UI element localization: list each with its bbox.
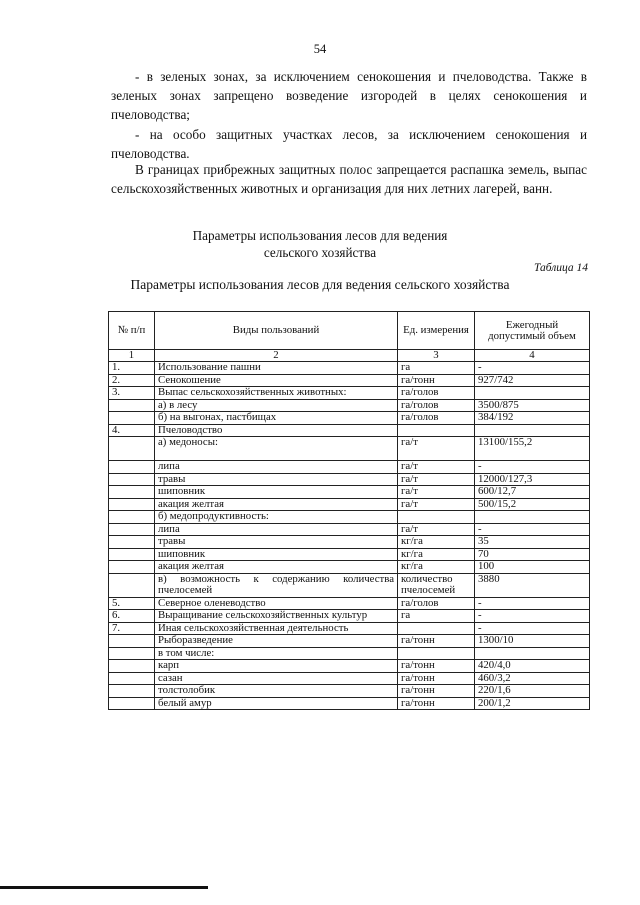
cell-use-type: Рыборазведение [155, 635, 398, 648]
cell-number [109, 437, 155, 461]
section-heading-line-2: сельского хозяйства [263, 245, 377, 260]
cell-unit: га/т [398, 523, 475, 536]
cell-use-type: акация желтая [155, 561, 398, 574]
cell-use-type: Пчеловодство [155, 424, 398, 437]
cell-number [109, 486, 155, 499]
cell-unit: га/голов [398, 412, 475, 425]
cell-volume: 420/4,0 [475, 660, 590, 673]
column-number-cell: 1 [109, 350, 155, 362]
cell-unit: га/тонн [398, 635, 475, 648]
cell-unit: га/т [398, 473, 475, 486]
cell-number [109, 548, 155, 561]
cell-unit [398, 622, 475, 635]
table-row [109, 660, 590, 673]
cell-number: 2. [109, 374, 155, 387]
cell-volume: 100 [475, 561, 590, 574]
parameters-table [108, 311, 590, 710]
cell-number [109, 647, 155, 660]
cell-use-type: Сенокошение [155, 374, 398, 387]
cell-number [109, 399, 155, 412]
header-unit: Ед. измерения [398, 312, 475, 350]
cell-number [109, 473, 155, 486]
cell-number: 7. [109, 622, 155, 635]
cell-number [109, 498, 155, 511]
cell-unit: га/т [398, 498, 475, 511]
cell-number [109, 672, 155, 685]
cell-number [109, 697, 155, 710]
cell-number [109, 461, 155, 474]
table-row [109, 622, 590, 635]
cell-number [109, 412, 155, 425]
cell-unit [398, 424, 475, 437]
cell-unit: количество пчелосемей [398, 573, 475, 597]
cell-volume: 3880 [475, 573, 590, 597]
cell-volume: 460/3,2 [475, 672, 590, 685]
table-row [109, 362, 590, 375]
table-row [109, 498, 590, 511]
cell-use-type: травы [155, 536, 398, 549]
cell-unit: га/тонн [398, 672, 475, 685]
cell-number [109, 561, 155, 574]
cell-number [109, 511, 155, 524]
cell-unit [398, 647, 475, 660]
cell-unit: га/т [398, 486, 475, 499]
header-annual-volume: Ежегодный допустимый объем [475, 312, 590, 350]
paragraph-riparian-zones: В границах прибрежных защитных полос запрещается распашка земель, выпас сельскохозяйственных животных и организация для них летних лагерей, ванн. [111, 162, 587, 196]
table-row [109, 412, 590, 425]
table-row [109, 561, 590, 574]
cell-number [109, 573, 155, 597]
page-number: 54 [313, 42, 327, 56]
cell-use-type: акация желтая [155, 498, 398, 511]
cell-use-type: липа [155, 461, 398, 474]
table-row [109, 523, 590, 536]
cell-number: 6. [109, 610, 155, 623]
cell-unit: га/тонн [398, 697, 475, 710]
cell-unit [398, 511, 475, 524]
section-heading [0, 227, 640, 261]
cell-number [109, 660, 155, 673]
cell-volume: 70 [475, 548, 590, 561]
cell-number: 5. [109, 597, 155, 610]
cell-volume: 220/1,6 [475, 685, 590, 698]
table-row [109, 399, 590, 412]
column-number-cell: 2 [155, 350, 398, 362]
cell-volume: 35 [475, 536, 590, 549]
cell-unit: кг/га [398, 548, 475, 561]
cell-volume: 927/742 [475, 374, 590, 387]
cell-volume: - [475, 523, 590, 536]
cell-use-type: в) возможность к содержанию количества пчелосемей [155, 573, 398, 597]
cell-use-type: б) на выгонах, пастбищах [155, 412, 398, 425]
column-number-cell: 3 [398, 350, 475, 362]
cell-volume: 500/15,2 [475, 498, 590, 511]
section-heading-line-1: Параметры использования лесов для ведения [192, 228, 448, 243]
table-row [109, 548, 590, 561]
cell-volume [475, 647, 590, 660]
cell-unit: га/голов [398, 399, 475, 412]
cell-volume [475, 387, 590, 400]
table-body [109, 362, 590, 710]
table-row [109, 473, 590, 486]
cell-volume: - [475, 610, 590, 623]
cell-volume: 13100/155,2 [475, 437, 590, 461]
cell-unit: га/голов [398, 387, 475, 400]
table-column-numbers-row [109, 350, 590, 362]
cell-volume: 12000/127,3 [475, 473, 590, 486]
cell-volume: 200/1,2 [475, 697, 590, 710]
cell-use-type: а) медоносы: [155, 437, 398, 461]
cell-volume: - [475, 622, 590, 635]
cell-use-type: шиповник [155, 548, 398, 561]
cell-number: 4. [109, 424, 155, 437]
cell-volume [475, 424, 590, 437]
cell-use-type: липа [155, 523, 398, 536]
column-number-cell: 4 [475, 350, 590, 362]
cell-unit: га/т [398, 437, 475, 461]
footer-rule [0, 886, 208, 889]
cell-volume: - [475, 461, 590, 474]
cell-number [109, 635, 155, 648]
cell-volume: 384/192 [475, 412, 590, 425]
paragraph-green-zones: - в зеленых зонах, за исключением сенокошения и пчеловодства. Также в зеленых зонах запрещено возведение изгородей в целях сенокошения и пчеловодства; [111, 69, 587, 122]
table-row [109, 597, 590, 610]
cell-number: 3. [109, 387, 155, 400]
table-row [109, 647, 590, 660]
cell-use-type: б) медопродуктивность: [155, 511, 398, 524]
table-row [109, 424, 590, 437]
cell-use-type: а) в лесу [155, 399, 398, 412]
cell-use-type: Иная сельскохозяйственная деятельность [155, 622, 398, 635]
cell-number [109, 523, 155, 536]
header-number: № п/п [109, 312, 155, 350]
table-row [109, 511, 590, 524]
cell-use-type: Выпас сельскохозяйственных животных: [155, 387, 398, 400]
cell-unit: га [398, 362, 475, 375]
cell-use-type: Использование пашни [155, 362, 398, 375]
table-row [109, 697, 590, 710]
cell-volume [475, 511, 590, 524]
table-row [109, 685, 590, 698]
cell-use-type: шиповник [155, 486, 398, 499]
cell-number [109, 685, 155, 698]
cell-unit: га [398, 610, 475, 623]
cell-volume: - [475, 597, 590, 610]
cell-use-type: Северное оленеводство [155, 597, 398, 610]
table-row [109, 635, 590, 648]
table-header-row [109, 312, 590, 350]
cell-volume: 3500/875 [475, 399, 590, 412]
table-row [109, 486, 590, 499]
cell-volume: 1300/10 [475, 635, 590, 648]
cell-unit: га/голов [398, 597, 475, 610]
cell-volume: 600/12,7 [475, 486, 590, 499]
cell-unit: га/тонн [398, 374, 475, 387]
header-use-type: Виды пользований [155, 312, 398, 350]
table-row [109, 374, 590, 387]
cell-use-type: в том числе: [155, 647, 398, 660]
table-label: Таблица 14 [533, 262, 588, 274]
cell-unit: кг/га [398, 561, 475, 574]
cell-volume: - [475, 362, 590, 375]
paragraph-protective-areas: - на особо защитных участках лесов, за исключением сенокошения и пчеловодства. [111, 127, 587, 161]
cell-use-type: травы [155, 473, 398, 486]
cell-use-type: Выращивание сельскохозяйственных культур [155, 610, 398, 623]
cell-number [109, 536, 155, 549]
table-row [109, 387, 590, 400]
cell-use-type: белый амур [155, 697, 398, 710]
cell-use-type: сазан [155, 672, 398, 685]
cell-unit: га/т [398, 461, 475, 474]
cell-unit: кг/га [398, 536, 475, 549]
table-title: Параметры использования лесов для ведения сельского хозяйства [130, 277, 510, 292]
table-row [109, 437, 590, 461]
cell-unit: га/тонн [398, 660, 475, 673]
table-row [109, 461, 590, 474]
cell-unit: га/тонн [398, 685, 475, 698]
cell-number: 1. [109, 362, 155, 375]
cell-use-type: карп [155, 660, 398, 673]
cell-use-type: толстолобик [155, 685, 398, 698]
table-row [109, 536, 590, 549]
table-row [109, 672, 590, 685]
table-row [109, 573, 590, 597]
table-row [109, 610, 590, 623]
